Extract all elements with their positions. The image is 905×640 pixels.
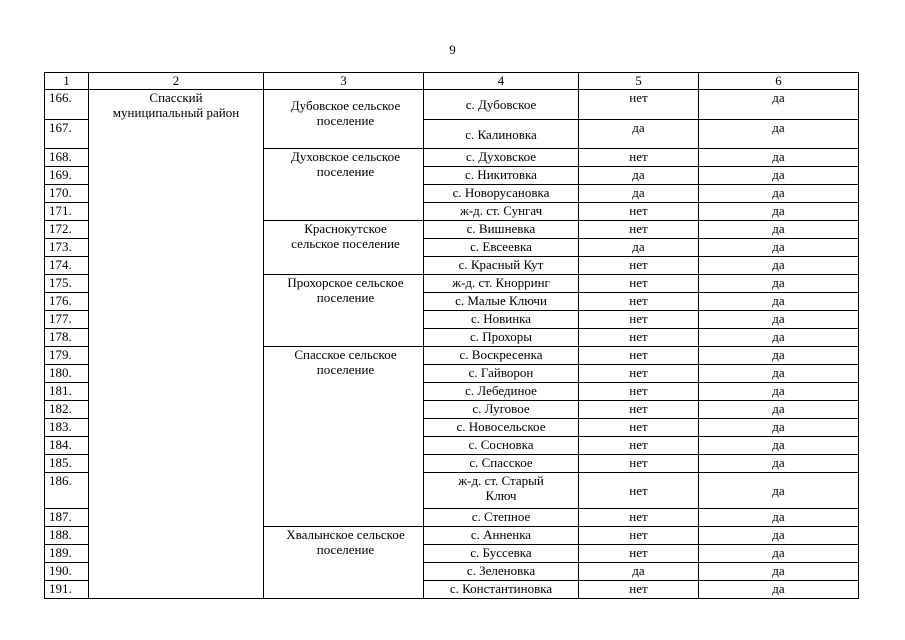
column-5-cell: нет: [579, 437, 699, 455]
column-6-cell: да: [699, 203, 859, 221]
column-5-cell: нет: [579, 383, 699, 401]
village-cell: с. Константиновка: [424, 581, 579, 599]
row-number-cell: 171.: [45, 203, 89, 221]
column-6-cell: да: [699, 149, 859, 167]
column-6-cell: да: [699, 365, 859, 383]
village-cell: с. Вишневка: [424, 221, 579, 239]
column-6-cell: да: [699, 437, 859, 455]
column-5-cell: нет: [579, 293, 699, 311]
row-number-cell: 178.: [45, 329, 89, 347]
column-5-cell: да: [579, 120, 699, 149]
row-number-cell: 184.: [45, 437, 89, 455]
column-6-cell: да: [699, 347, 859, 365]
column-6-cell: да: [699, 167, 859, 185]
village-cell: с. Малые Ключи: [424, 293, 579, 311]
village-cell: с. Новосельское: [424, 419, 579, 437]
column-6-cell: да: [699, 329, 859, 347]
row-number-cell: 172.: [45, 221, 89, 239]
column-6-cell: да: [699, 401, 859, 419]
village-cell: с. Буссевка: [424, 545, 579, 563]
column-6-cell: да: [699, 383, 859, 401]
row-number-cell: 169.: [45, 167, 89, 185]
column-5-cell: нет: [579, 275, 699, 293]
column-5-cell: да: [579, 563, 699, 581]
row-number-cell: 185.: [45, 455, 89, 473]
header-cell: 5: [579, 73, 699, 90]
village-cell: с. Гайворон: [424, 365, 579, 383]
village-cell: с. Никитовка: [424, 167, 579, 185]
column-5-cell: да: [579, 239, 699, 257]
village-cell: с. Сосновка: [424, 437, 579, 455]
header-cell: 2: [89, 73, 264, 90]
column-5-cell: нет: [579, 203, 699, 221]
district-cell: Спасский муниципальный район: [89, 90, 264, 599]
village-cell: с. Новорусановка: [424, 185, 579, 203]
row-number-cell: 188.: [45, 527, 89, 545]
village-cell: ж-д. ст. Кнорринг: [424, 275, 579, 293]
village-cell: с. Духовское: [424, 149, 579, 167]
column-6-cell: да: [699, 293, 859, 311]
row-number-cell: 170.: [45, 185, 89, 203]
header-cell: 4: [424, 73, 579, 90]
row-number-cell: 187.: [45, 509, 89, 527]
village-cell: ж-д. ст. Старый Ключ: [424, 473, 579, 509]
column-5-cell: нет: [579, 347, 699, 365]
row-number-cell: 181.: [45, 383, 89, 401]
page-number: 9: [449, 42, 456, 57]
column-5-cell: нет: [579, 455, 699, 473]
row-number-cell: 179.: [45, 347, 89, 365]
row-number-cell: 183.: [45, 419, 89, 437]
column-6-cell: да: [699, 581, 859, 599]
village-cell: с. Новинка: [424, 311, 579, 329]
village-cell: с. Красный Кут: [424, 257, 579, 275]
column-6-cell: да: [699, 257, 859, 275]
column-6-cell: да: [699, 419, 859, 437]
settlement-cell: Духовское сельское поселение: [264, 149, 424, 221]
row-number-cell: 177.: [45, 311, 89, 329]
column-6-cell: да: [699, 275, 859, 293]
column-5-cell: нет: [579, 545, 699, 563]
column-5-cell: нет: [579, 365, 699, 383]
village-cell: с. Прохоры: [424, 329, 579, 347]
village-cell: с. Лебединое: [424, 383, 579, 401]
column-5-cell: да: [579, 185, 699, 203]
column-6-cell: да: [699, 185, 859, 203]
settlement-cell: Краснокутское сельское поселение: [264, 221, 424, 275]
column-6-cell: да: [699, 473, 859, 509]
header-cell: 1: [45, 73, 89, 90]
village-cell: с. Дубовское: [424, 90, 579, 120]
village-cell: с. Евсеевка: [424, 239, 579, 257]
row-number-cell: 174.: [45, 257, 89, 275]
settlement-cell: Спасское сельское поселение: [264, 347, 424, 527]
column-6-cell: да: [699, 221, 859, 239]
row-number-cell: 180.: [45, 365, 89, 383]
column-5-cell: нет: [579, 90, 699, 120]
column-6-cell: да: [699, 527, 859, 545]
row-number-cell: 190.: [45, 563, 89, 581]
row-number-cell: 167.: [45, 120, 89, 149]
column-5-cell: нет: [579, 419, 699, 437]
row-number-cell: 191.: [45, 581, 89, 599]
table-row: [45, 90, 859, 120]
column-6-cell: да: [699, 455, 859, 473]
row-number-cell: 186.: [45, 473, 89, 509]
row-number-cell: 173.: [45, 239, 89, 257]
column-5-cell: нет: [579, 509, 699, 527]
column-5-cell: нет: [579, 401, 699, 419]
village-cell: с. Степное: [424, 509, 579, 527]
column-6-cell: да: [699, 90, 859, 120]
column-6-cell: да: [699, 239, 859, 257]
column-6-cell: да: [699, 563, 859, 581]
column-5-cell: нет: [579, 149, 699, 167]
column-5-cell: нет: [579, 527, 699, 545]
row-number-cell: 182.: [45, 401, 89, 419]
column-5-cell: да: [579, 167, 699, 185]
column-5-cell: нет: [579, 221, 699, 239]
settlement-cell: Прохорское сельское поселение: [264, 275, 424, 347]
village-cell: ж-д. ст. Сунгач: [424, 203, 579, 221]
row-number-cell: 176.: [45, 293, 89, 311]
village-cell: с. Спасское: [424, 455, 579, 473]
settlements-table: [44, 72, 859, 599]
row-number-cell: 189.: [45, 545, 89, 563]
village-cell: с. Луговое: [424, 401, 579, 419]
column-6-cell: да: [699, 120, 859, 149]
column-5-cell: нет: [579, 473, 699, 509]
header-cell: 3: [264, 73, 424, 90]
column-5-cell: нет: [579, 329, 699, 347]
row-number-cell: 168.: [45, 149, 89, 167]
header-cell: 6: [699, 73, 859, 90]
header-row: [45, 73, 859, 90]
column-5-cell: нет: [579, 257, 699, 275]
column-6-cell: да: [699, 545, 859, 563]
column-5-cell: нет: [579, 311, 699, 329]
column-6-cell: да: [699, 509, 859, 527]
row-number-cell: 166.: [45, 90, 89, 120]
settlement-cell: Хвалынское сельское поселение: [264, 527, 424, 599]
village-cell: с. Воскресенка: [424, 347, 579, 365]
settlement-cell: Дубовское сельское поселение: [264, 90, 424, 149]
village-cell: с. Анненка: [424, 527, 579, 545]
village-cell: с. Зеленовка: [424, 563, 579, 581]
column-5-cell: нет: [579, 581, 699, 599]
column-6-cell: да: [699, 311, 859, 329]
village-cell: с. Калиновка: [424, 120, 579, 149]
row-number-cell: 175.: [45, 275, 89, 293]
